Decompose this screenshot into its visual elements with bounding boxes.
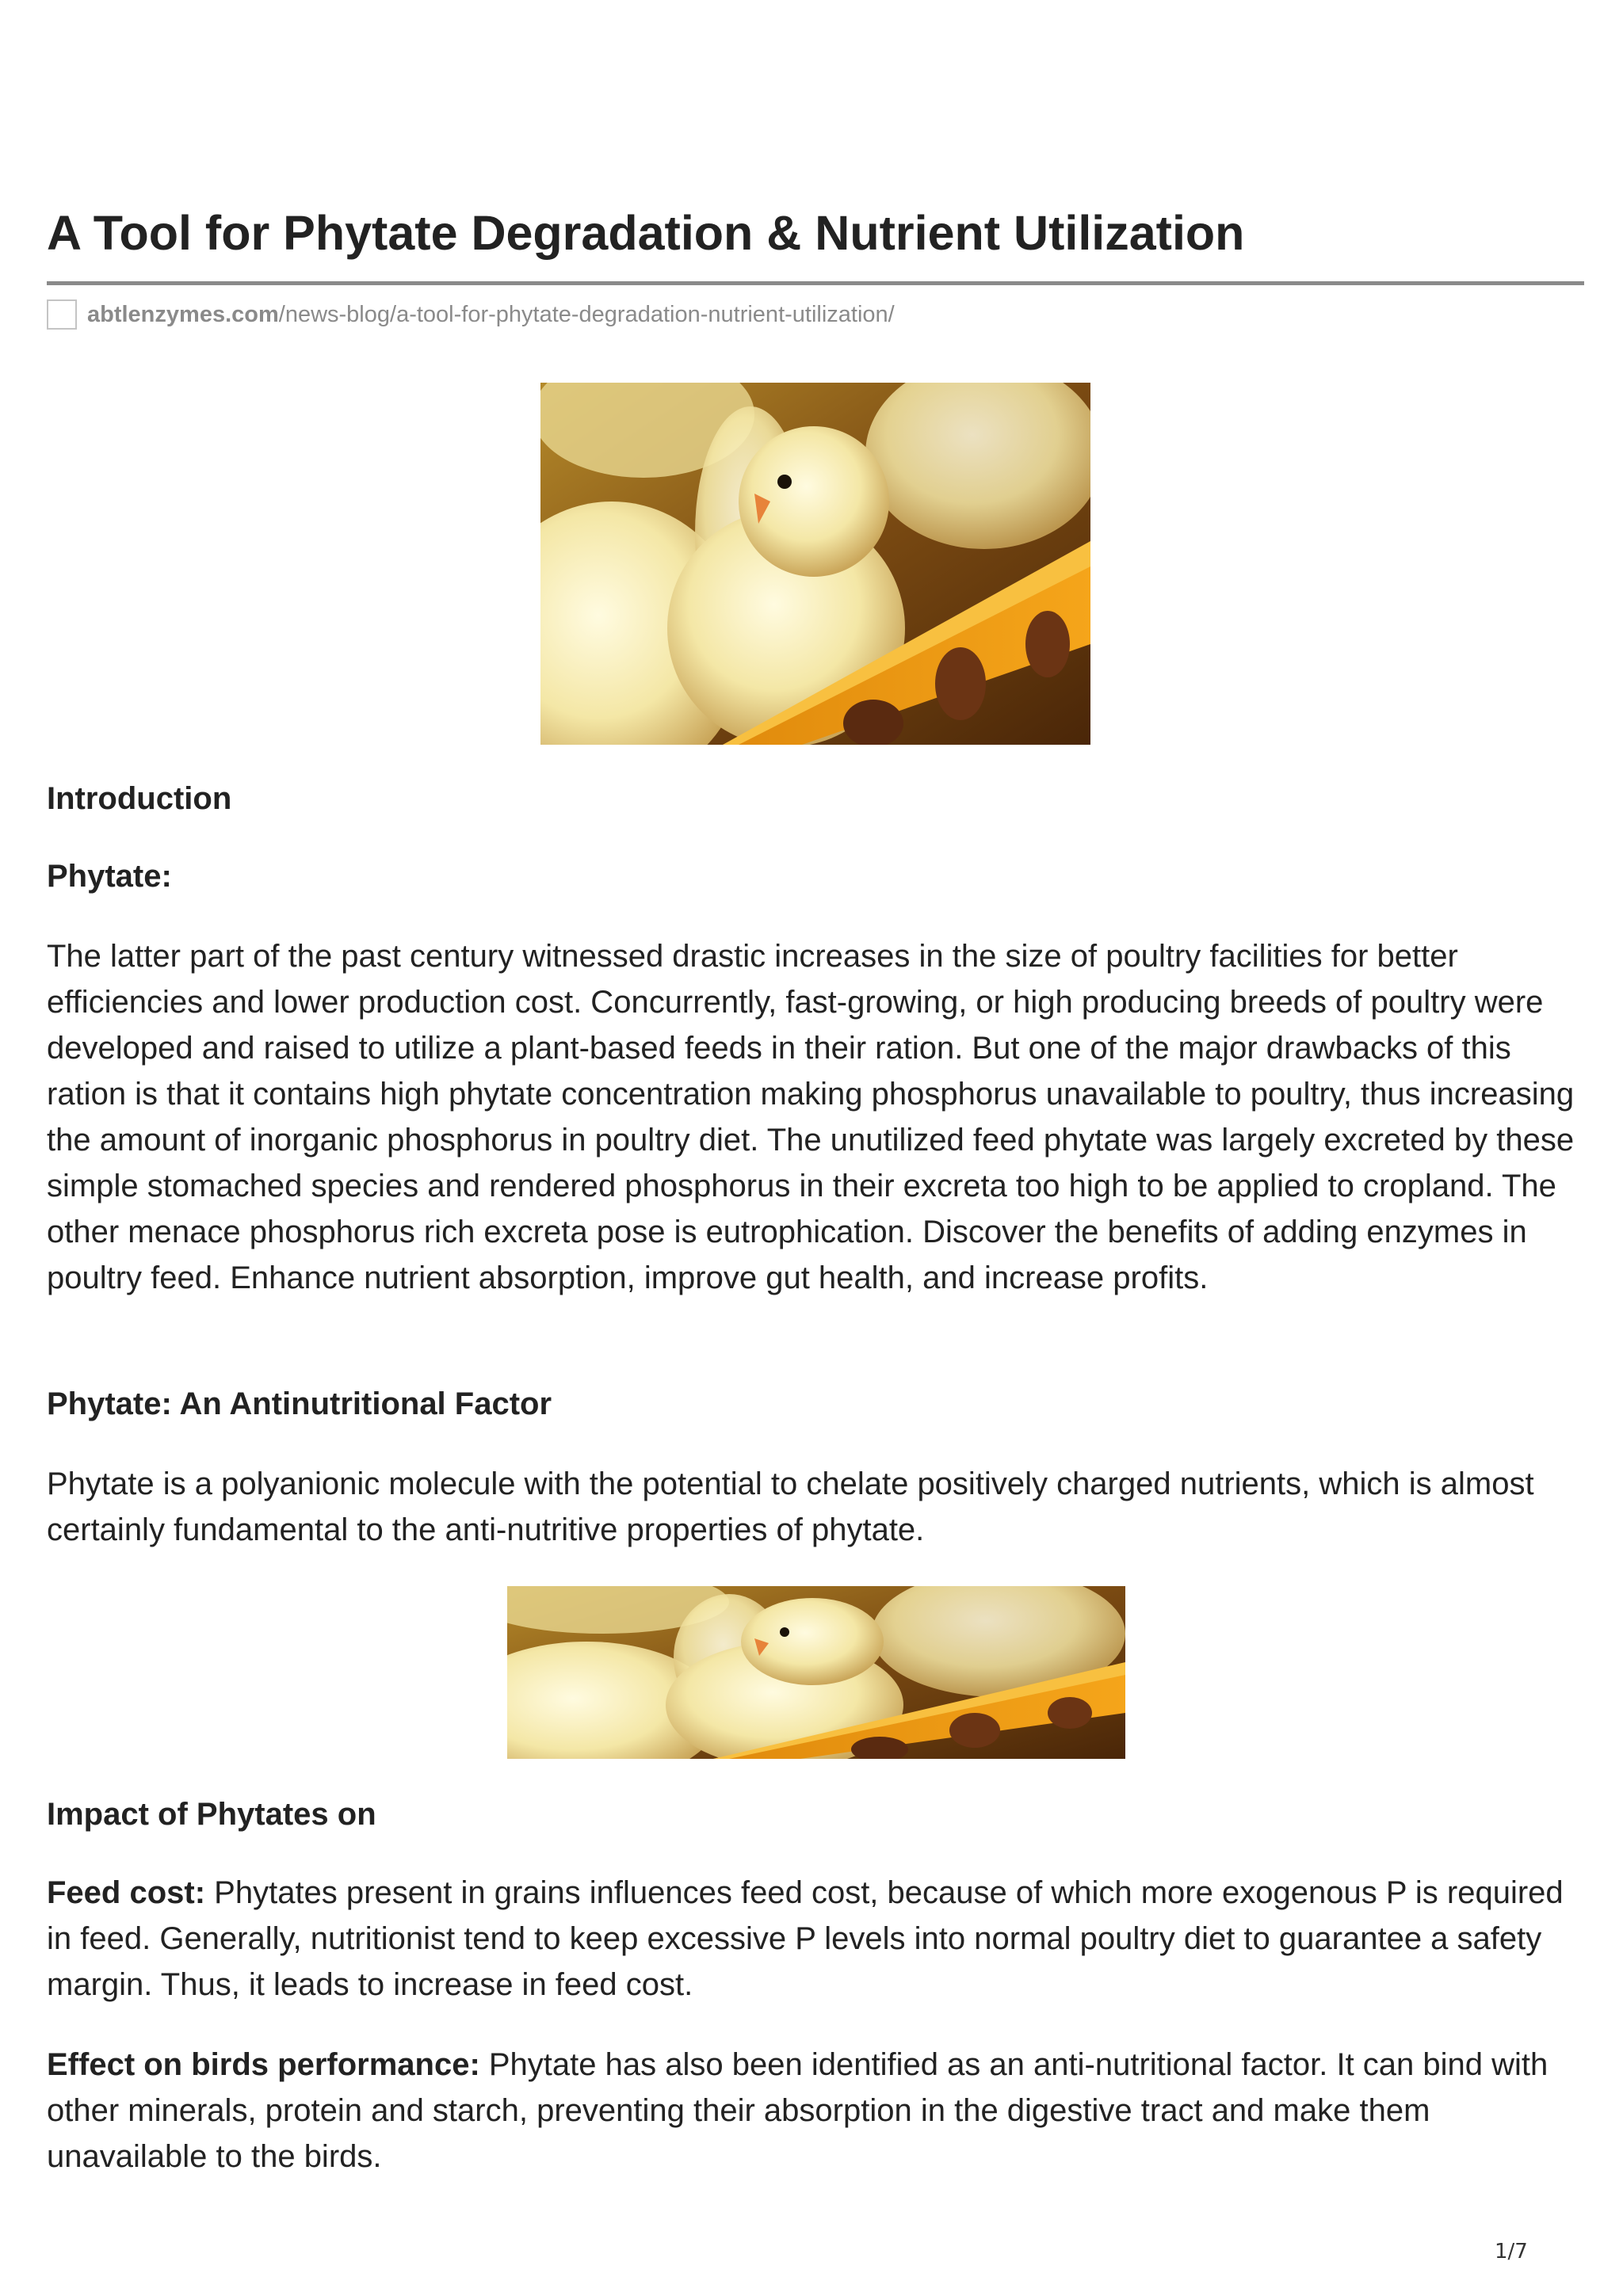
feed-cost-label: Feed cost:	[47, 1875, 206, 1910]
source-domain: abtlenzymes.com	[87, 301, 279, 327]
antinutritional-heading: Phytate: An Antinutritional Factor	[47, 1386, 552, 1421]
source-url[interactable]	[47, 297, 895, 332]
page-number: 1/7	[1495, 2240, 1528, 2264]
performance-label: Effect on birds performance:	[47, 2047, 480, 2082]
performance-paragraph	[47, 2042, 1589, 2180]
introduction-heading: Introduction	[47, 781, 232, 816]
impact-heading: Impact of Phytates on	[47, 1797, 376, 1832]
chicks-photo	[540, 383, 1090, 745]
antinutritional-paragraph: Phytate is a polyanionic molecule with the potential to chelate positively charged nutrients, which is almost certainly fundamental to the anti-nutritive properties of phytate.	[47, 1466, 1534, 1547]
source-path: /news-blog/a-tool-for-phytate-degradation-nutrient-utilization/	[278, 301, 895, 327]
phytate-paragraph: The latter part of the past century witnessed drastic increases in the size of poultry facilities for better efficiencies and lower production cost. Concurrently, fast-growing, or high producing breeds of poultry were developed and raised to utilize a plant-based feeds in their ration. But one of the major drawbacks of this ration is that it contains high phytate concentration making phosphorus unavailable to poultry, thus increasing the amount of inorganic phosphorus in poultry diet. The unutilized feed phytate was largely excreted by these simple stomached species and rendered phosphorus in their excreta too high to be applied to cropland. The other menace phosphorus rich excreta pose is eutrophication. Discover the benefits of adding enzymes in poultry feed. Enhance nutrient absorption, improve gut health, and increase profits.	[47, 939, 1575, 1295]
page-title: A Tool for Phytate Degradation & Nutrient Utilization	[47, 206, 1245, 260]
favicon-placeholder-icon	[47, 299, 77, 330]
feed-cost-paragraph	[47, 1870, 1589, 2008]
chicks-banner-photo	[507, 1586, 1125, 1759]
title-divider	[47, 281, 1584, 285]
phytate-heading: Phytate:	[47, 859, 172, 894]
feed-cost-text: Phytates present in grains influences feed cost, because of which more exogenous P is required in feed. Generally, nutritionist tend to keep excessive P levels into normal poultry diet to guarantee a safety margin. Thus, it leads to increase in feed cost.	[47, 1875, 1564, 2002]
performance-text: Phytate has also been identified as an anti-nutritional factor. It can bind with other minerals, protein and starch, preventing their absorption in the digestive tract and make them unavailable to the birds.	[47, 2047, 1549, 2174]
